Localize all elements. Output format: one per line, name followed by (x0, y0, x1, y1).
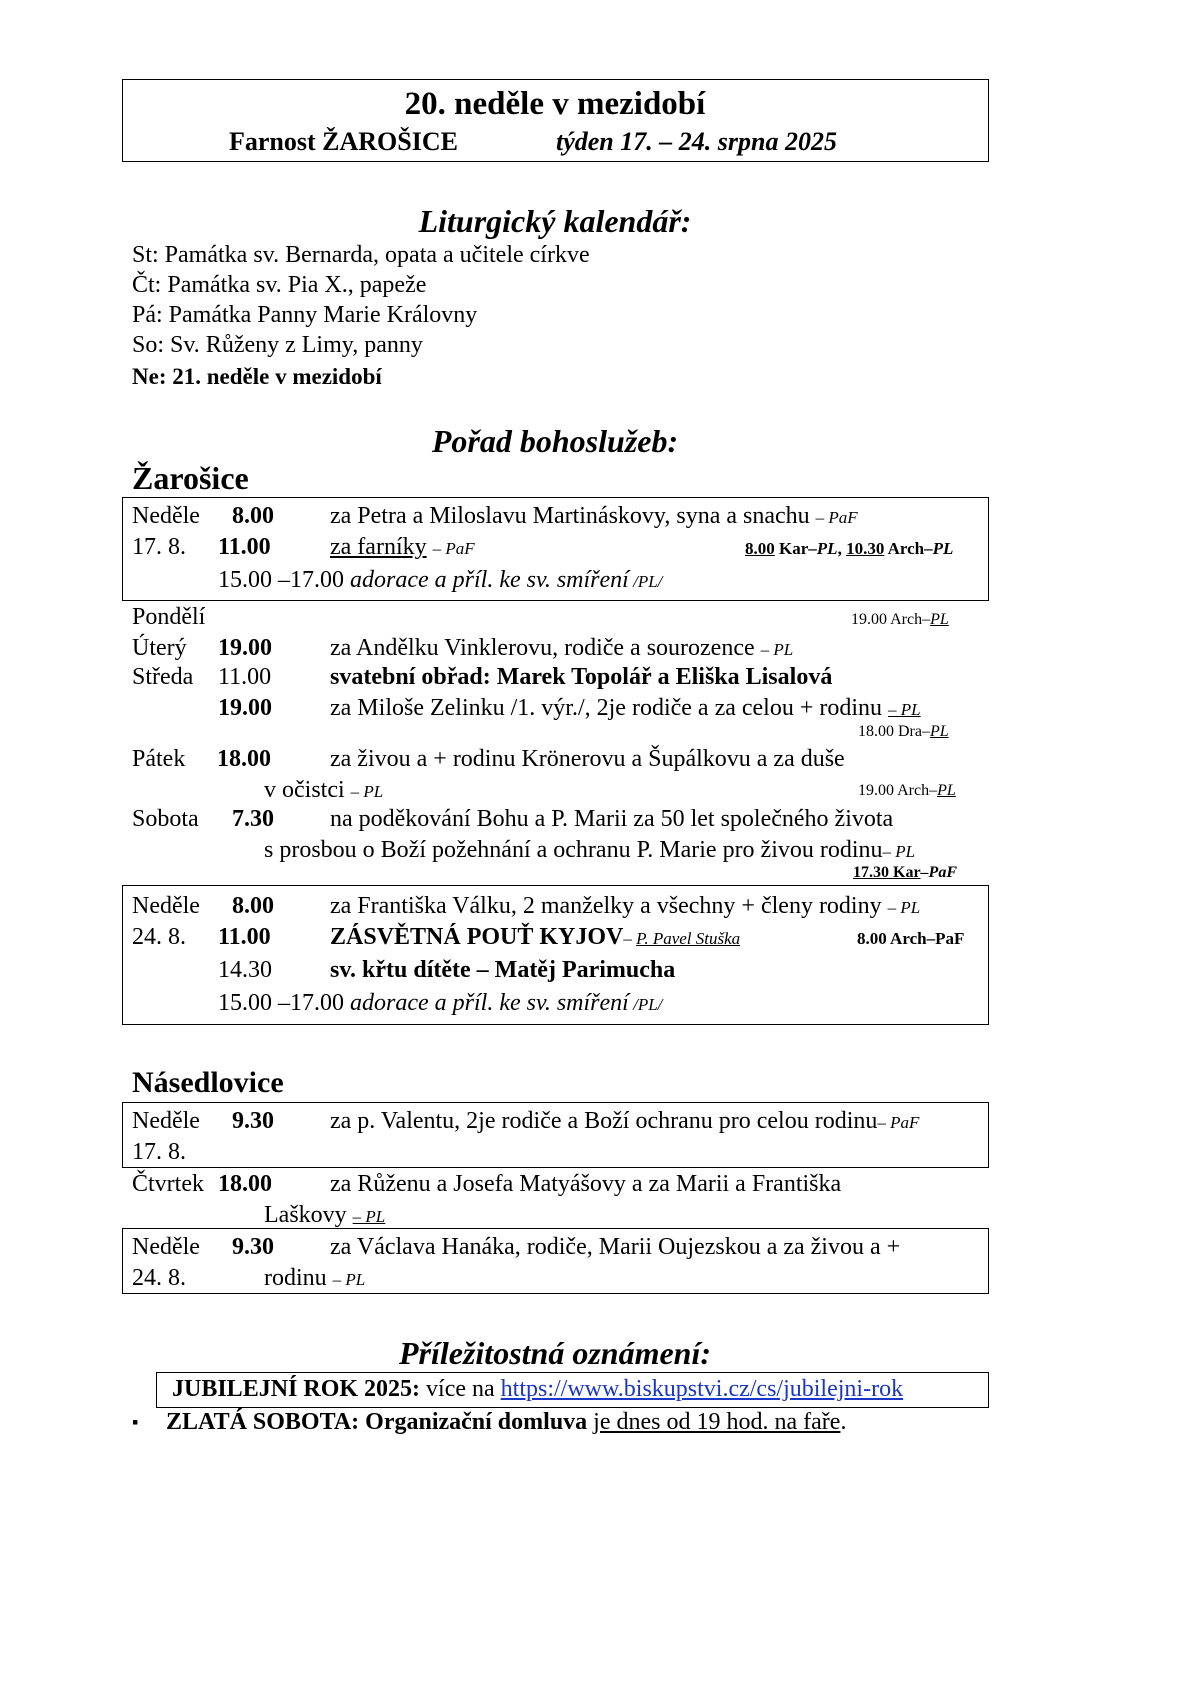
side-sep: , (837, 539, 847, 558)
wedding-text: svatební obřad: Marek Topolář a Eliška Lisalová (330, 664, 833, 690)
announcements-heading: Příležitostná oznámení: (398, 1335, 712, 1371)
intention (264, 838, 915, 862)
day-name: Sobota (132, 806, 199, 832)
side-note (858, 783, 956, 799)
nasedlovice-title: Násedlovice (132, 1066, 284, 1099)
intention-text: v očistci (264, 777, 345, 803)
day-name: Neděle (132, 503, 200, 529)
intention-text: za farníky (330, 534, 427, 560)
priest: – PL (887, 898, 921, 917)
mass-time: 19.00 (218, 635, 272, 661)
adoration-text: adorace a příl. ke sv. smíření (350, 990, 629, 1016)
intention-text: za Václava Hanáka, rodiče, Marii Oujezskou a za živou a + (330, 1234, 901, 1260)
mass-time: 8.00 (232, 893, 274, 919)
calendar-line: So: Sv. Růženy z Limy, panny (132, 332, 423, 358)
day-name: Středa (132, 664, 194, 690)
day-name: Úterý (132, 635, 187, 661)
intention (330, 636, 793, 660)
priest: – PaF (877, 1113, 920, 1132)
side-note: 8.00 Arch–PaF (857, 929, 965, 948)
priest: P. Pavel Stuška (636, 929, 741, 948)
mass-time: 11.00 (218, 534, 271, 560)
side-label: 19.00 Arch– (858, 782, 938, 799)
adoration (218, 991, 662, 1015)
side-time: 17.30 (853, 864, 889, 881)
side-label: 19.00 Arch– (851, 611, 931, 628)
side-time: 8.00 (745, 539, 775, 558)
mass-time: 9.30 (232, 1234, 274, 1260)
adoration-priest: /PL/ (628, 995, 663, 1014)
week-range: týden 17. – 24. srpna 2025 (556, 127, 837, 156)
intention-text: za Františka Válku, 2 manželky a všechny + členy rodiny (330, 893, 882, 919)
intention-text: za Petra a Miloslavu Martináskovy, syna a snachu (330, 503, 810, 529)
side-priest: PL (816, 539, 838, 558)
priest: – PaF (432, 539, 475, 558)
day-name: Čtvrtek (132, 1171, 204, 1197)
day-date: 24. 8. (132, 924, 186, 950)
side-label: Kar (889, 864, 921, 881)
mass-time: 18.00 (217, 746, 271, 772)
day-name: Pondělí (132, 604, 206, 630)
side-note (858, 724, 949, 740)
calendar-line: Pá: Památka Panny Marie Královny (132, 302, 478, 328)
gold-end: . (840, 1409, 847, 1435)
intention (330, 894, 920, 918)
priest: – PL (882, 842, 916, 861)
gold-text: je dnes od 19 hod. na faře (593, 1409, 841, 1435)
side-priest: PL (929, 723, 949, 740)
intention-text: za Miloše Zelinku /1. výr./, 2je rodiče a za celou + rodinu (330, 695, 883, 721)
day-name: Pátek (132, 746, 186, 772)
priest: – PL (352, 1207, 386, 1226)
priest: – PaF (815, 508, 858, 527)
calendar-line: Ne: 21. neděle v mezidobí (132, 364, 382, 389)
adoration-priest: /PL/ (628, 572, 663, 591)
day-date: 24. 8. (132, 1265, 186, 1291)
calendar-heading: Liturgický kalendář: (418, 203, 692, 239)
mass-time: 9.30 (232, 1108, 274, 1134)
adoration (218, 568, 662, 592)
side-label: 18.00 Dra– (858, 723, 930, 740)
side-label: Arch– (884, 539, 933, 558)
side-label: Kar– (774, 539, 817, 558)
intention (264, 1203, 385, 1227)
priest-dash: – (623, 929, 637, 948)
priest: – PL (888, 700, 921, 719)
priest: – PL (760, 640, 794, 659)
side-note (745, 540, 953, 557)
side-priest: PL (937, 782, 956, 799)
day-date: 17. 8. (132, 534, 186, 560)
pilgrimage-text: ZÁSVĚTNÁ POUŤ KYJOV (330, 924, 624, 950)
intention-text: na poděkování Bohu a P. Marii za 50 let společného života (330, 806, 894, 832)
intention-text: za živou a + rodinu Krönerovu a Šupálkovu a za duše (330, 746, 845, 772)
day-date: 17. 8. (132, 1139, 186, 1165)
intention-text: za Růženu a Josefa Matyášovy a za Marii a Františka (330, 1171, 842, 1197)
jubilee-link[interactable]: https://www.biskupstvi.cz/cs/jubilejni-rok (500, 1376, 904, 1402)
side-note (853, 865, 957, 881)
intention-text: za p. Valentu, 2je rodiče a Boží ochranu pro celou rodinu (330, 1108, 878, 1134)
day-name: Neděle (132, 893, 200, 919)
side-note (851, 612, 949, 628)
gold-saturday-line (166, 1410, 846, 1434)
adoration-time: 15.00 –17.00 (218, 990, 350, 1016)
intention (264, 1266, 365, 1290)
mass-time: 18.00 (218, 1171, 272, 1197)
intention (330, 535, 475, 559)
intention-text: rodinu (264, 1265, 327, 1291)
intention-text: za Andělku Vinklerovu, rodiče a sourozence (330, 635, 755, 661)
intention (330, 925, 740, 949)
jubilee-line (172, 1377, 903, 1401)
calendar-line: Čt: Památka sv. Pia X., papeže (132, 272, 427, 298)
side-priest: –PaF (920, 864, 957, 881)
event-time: 11.00 (218, 664, 272, 690)
intention (330, 504, 858, 528)
zarosice-title: Žarošice (132, 460, 249, 496)
side-priest: PL (930, 611, 949, 628)
day-name: Neděle (132, 1108, 200, 1134)
mass-time: 11.00 (218, 924, 271, 950)
adoration-text: adorace a příl. ke sv. smíření (350, 567, 629, 593)
bullet-icon: ▪ (132, 1412, 139, 1432)
jubilee-text: více na (420, 1376, 501, 1402)
priest: – PL (332, 1270, 366, 1289)
services-heading: Pořad bohoslužeb: (431, 423, 679, 459)
mass-time: 19.00 (218, 695, 272, 721)
intention (264, 778, 383, 802)
intention-text: Laškovy (264, 1202, 347, 1228)
page-title: 20. neděle v mezidobí (404, 86, 706, 122)
intention (330, 1109, 919, 1133)
side-priest: PL (932, 539, 954, 558)
intention-text: s prosbou o Boží požehnání a ochranu P. Marie pro živou rodinu (264, 837, 883, 863)
adoration-time: 15.00 –17.00 (218, 567, 350, 593)
baptism-text: sv. křtu dítěte – Matěj Parimucha (330, 957, 676, 983)
intention (330, 696, 921, 720)
mass-time: 8.00 (232, 503, 274, 529)
side-time: 10.30 (846, 539, 885, 558)
parish-name: Farnost ŽAROŠICE (229, 127, 458, 156)
day-name: Neděle (132, 1234, 200, 1260)
event-time: 14.30 (218, 957, 272, 983)
priest: – PL (350, 782, 384, 801)
jubilee-label: JUBILEJNÍ ROK 2025: (172, 1376, 421, 1402)
gold-label: ZLATÁ SOBOTA: Organizační domluva (166, 1409, 588, 1435)
calendar-line: St: Památka sv. Bernarda, opata a učitele církve (132, 242, 590, 268)
mass-time: 7.30 (232, 806, 274, 832)
